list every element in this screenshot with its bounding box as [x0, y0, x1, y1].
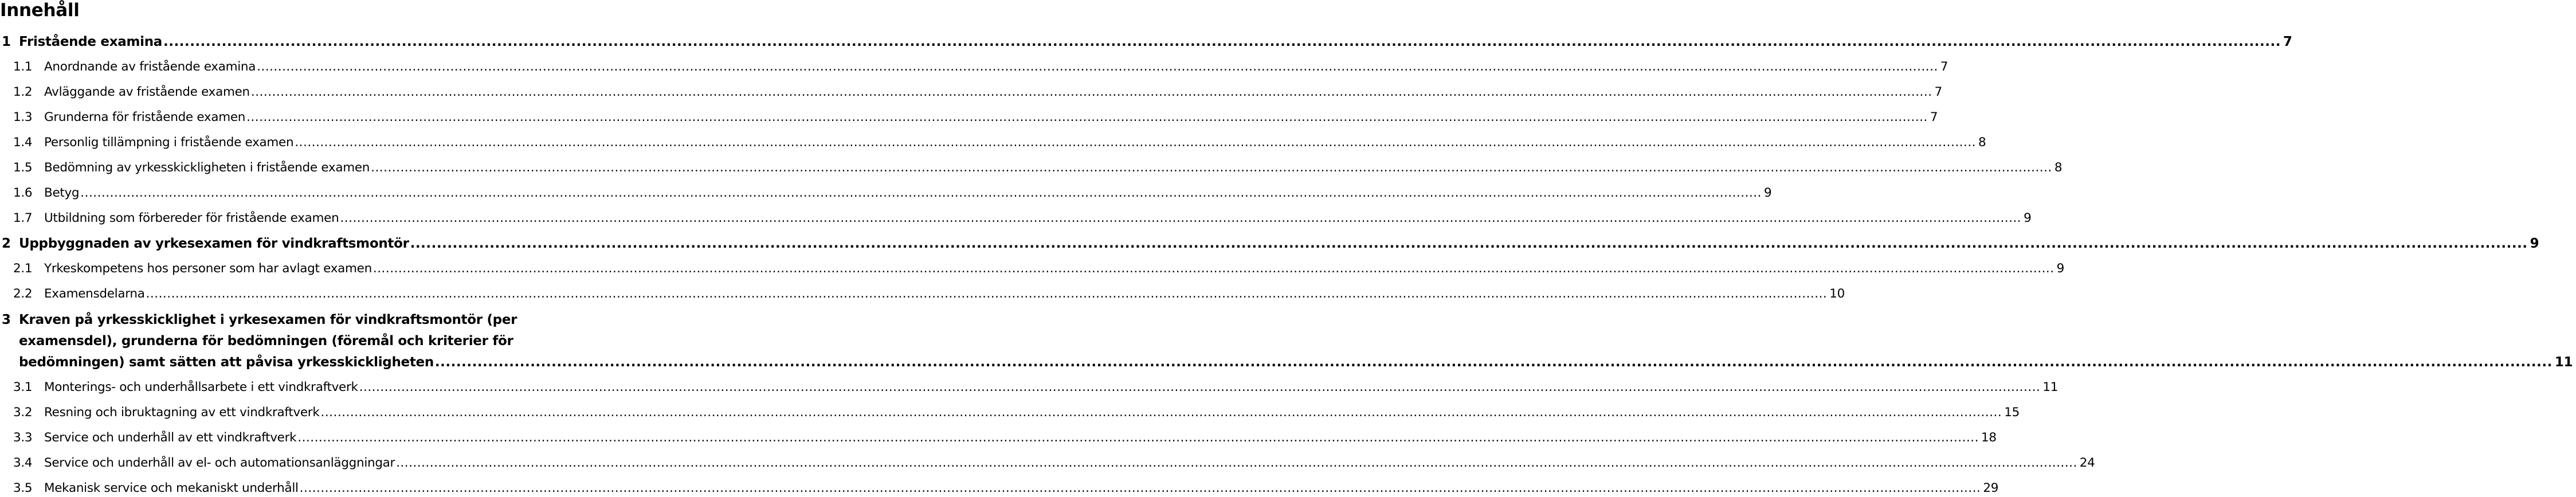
toc-entry-title: Bedömning av yrkesskickligheten i fristående examen: [44, 161, 370, 175]
toc-entry-title: Resning och ibruktagning av ett vindkraftverk: [44, 405, 320, 420]
dot-leader: ................................................................................................................................................................................................................................................................................................................................................................................................................: [340, 211, 2022, 225]
toc-page-number: 18: [1981, 431, 1997, 445]
toc-entry-title: Examensdelarna: [44, 287, 145, 301]
toc-page-number: 7: [2283, 34, 2292, 49]
dot-leader: ................................................................................................................................................................................................................................................................................................................................................................................................................: [359, 380, 2041, 394]
toc-entry-number: 3: [2, 312, 11, 327]
toc-page-number: 7: [1930, 110, 1938, 124]
toc-entry-title: Grunderna för fristående examen: [44, 110, 246, 124]
toc-page-number: 24: [2079, 456, 2095, 470]
dot-leader: ................................................................................................................................................................................................................................................................................................................................................................................................................: [80, 186, 1762, 200]
dot-leader: ................................................................................................................................................................................................................................................................................................................................................................................................................: [246, 110, 1928, 124]
toc-page-number: 9: [2056, 261, 2064, 276]
dot-leader: ................................................................................................................................................................................................................................................................................................................................................................................................................: [410, 236, 2528, 251]
dot-leader: ................................................................................................................................................................................................................................................................................................................................................................................................................: [299, 481, 1981, 495]
toc-entry-number: 1.1: [13, 60, 33, 74]
toc-entry-title: Kraven på yrkesskicklighet i yrkesexamen för vindkraftsmontör (per: [19, 312, 517, 327]
toc-page-number: 8: [1978, 135, 1986, 150]
toc-entry-title: bedömningen) samt sätten att påvisa yrkesskickligheten: [19, 355, 434, 370]
toc-page-number: 29: [1983, 481, 1999, 495]
toc-entry-number: 2.2: [13, 287, 33, 301]
toc-entry-number: 1.3: [13, 110, 33, 124]
dot-leader: ................................................................................................................................................................................................................................................................................................................................................................................................................: [295, 135, 1977, 150]
toc-entry-number: 3.4: [13, 456, 33, 470]
toc-page-number: 9: [2024, 211, 2032, 225]
toc-entry-number: 1.4: [13, 135, 33, 150]
toc-page-number: 7: [1940, 60, 1948, 74]
dot-leader: ................................................................................................................................................................................................................................................................................................................................................................................................................: [320, 405, 2002, 420]
toc-page-number: 11: [2554, 355, 2573, 370]
toc-page-number: 11: [2042, 380, 2059, 394]
toc-entry-number: 1.6: [13, 186, 33, 200]
toc-entry-title: Yrkeskompetens hos personer som har avlagt examen: [44, 261, 372, 276]
toc-entry-number: 3.2: [13, 405, 33, 420]
dot-leader: ................................................................................................................................................................................................................................................................................................................................................................................................................: [434, 355, 2553, 370]
toc-entry-number: 2.1: [13, 261, 33, 276]
toc-entry-number: 3.5: [13, 481, 33, 495]
toc-entry-number: 1: [2, 34, 11, 49]
dot-leader: ................................................................................................................................................................................................................................................................................................................................................................................................................: [371, 161, 2052, 175]
toc-entry-number: 2: [2, 236, 11, 251]
toc-entry-title: Anordnande av fristående examina: [44, 60, 256, 74]
toc-page-number: 10: [1829, 287, 1845, 301]
toc-entry-number: 3.1: [13, 380, 33, 394]
toc-entry-number: 1.7: [13, 211, 33, 225]
dot-leader: ................................................................................................................................................................................................................................................................................................................................................................................................................: [250, 85, 1932, 99]
dot-leader: ................................................................................................................................................................................................................................................................................................................................................................................................................: [163, 34, 2281, 49]
toc-page-number: 15: [2004, 405, 2020, 420]
toc-entry-title: Utbildning som förbereder för fristående examen: [44, 211, 339, 225]
toc-entry-title: Mekanisk service och mekaniskt underhåll: [44, 481, 299, 495]
toc-page-number: 8: [2054, 161, 2063, 175]
dot-leader: ................................................................................................................................................................................................................................................................................................................................................................................................................: [396, 456, 2077, 470]
toc-heading: Innehåll: [0, 0, 80, 21]
toc-entry-number: 1.2: [13, 85, 33, 99]
toc-page-number: 7: [1934, 85, 1942, 99]
toc-entry-title: Service och underhåll av ett vindkraftverk: [44, 431, 297, 445]
toc-entry-number: 1.5: [13, 161, 33, 175]
toc-entry-title: Fristående examina: [19, 34, 163, 49]
dot-leader: ................................................................................................................................................................................................................................................................................................................................................................................................................: [257, 60, 1938, 74]
dot-leader: ................................................................................................................................................................................................................................................................................................................................................................................................................: [146, 287, 1828, 301]
dot-leader: ................................................................................................................................................................................................................................................................................................................................................................................................................: [297, 431, 1979, 445]
toc-entry-title: Uppbyggnaden av yrkesexamen för vindkraftsmontör: [19, 236, 409, 251]
toc-entry-title: Avläggande av fristående examen: [44, 85, 250, 99]
toc-page-number: 9: [1763, 186, 1772, 200]
toc-entry-title: Service och underhåll av el- och automationsanläggningar: [44, 456, 395, 470]
toc-entry-title: Betyg: [44, 186, 80, 200]
dot-leader: ................................................................................................................................................................................................................................................................................................................................................................................................................: [373, 261, 2054, 276]
toc-entry-number: 3.3: [13, 431, 33, 445]
toc-entry-title: Monterings- och underhållsarbete i ett vindkraftverk: [44, 380, 358, 394]
toc-entry-title: examensdel), grunderna för bedömningen (föremål och kriterier för: [19, 334, 513, 349]
toc-page-number: 9: [2530, 236, 2539, 251]
toc-entry-title: Personlig tillämpning i fristående examen: [44, 135, 294, 150]
